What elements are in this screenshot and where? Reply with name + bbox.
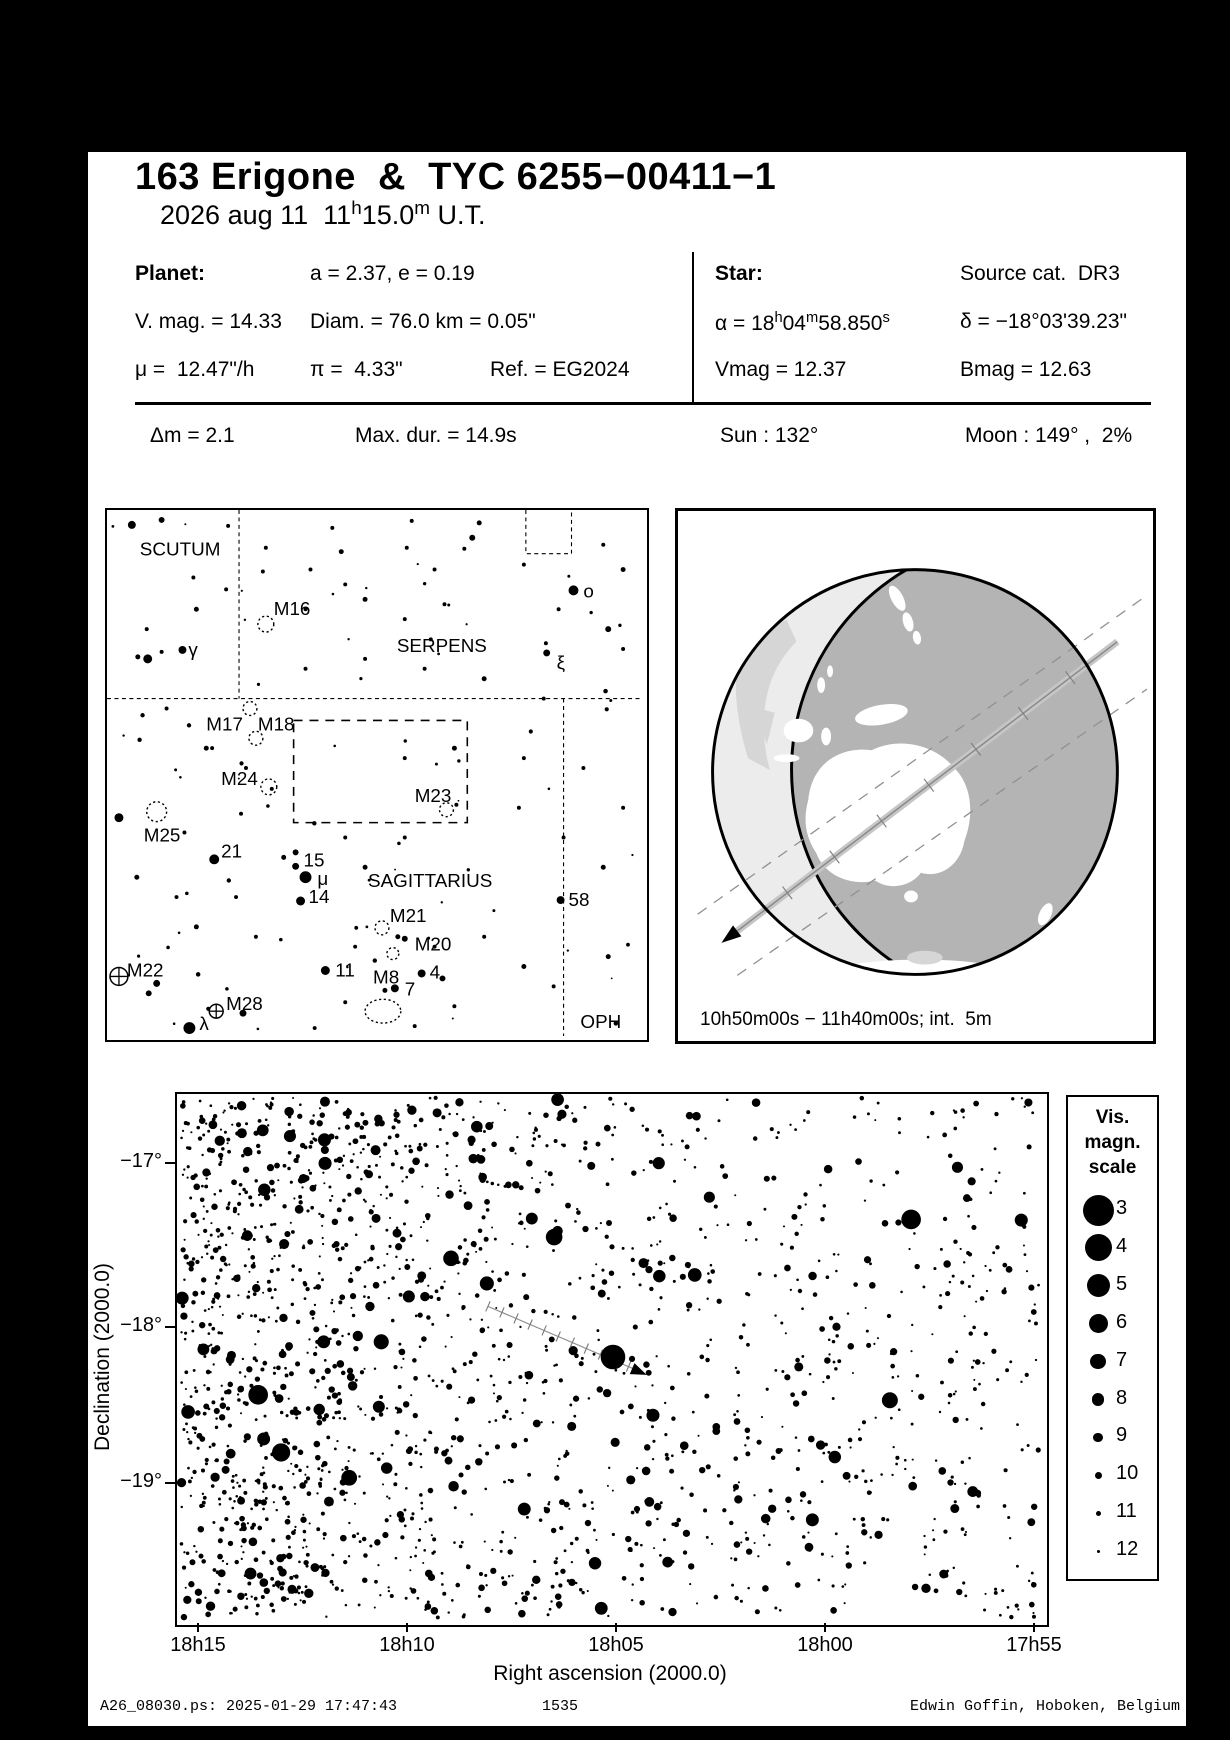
star-dot <box>175 895 179 899</box>
star-dot <box>194 607 199 612</box>
ra-m-sup: m <box>805 310 819 326</box>
x-tick-label: 18h05 <box>588 1634 644 1656</box>
star-dot <box>365 925 368 928</box>
star-dot <box>241 590 243 592</box>
chart-label: 11 <box>335 959 355 981</box>
star-dot <box>333 745 336 748</box>
chart-label: 58 <box>568 888 590 910</box>
star-dot <box>196 972 201 977</box>
legend-mag-dot <box>1093 1433 1103 1443</box>
deep-sky-object <box>375 921 389 935</box>
legend-mag-value: 11 <box>1116 1500 1137 1523</box>
star-dot <box>413 1024 417 1028</box>
legend-mag-dot <box>1096 1511 1101 1516</box>
footer-author: Edwin Goffin, Hoboken, Belgium <box>909 1698 1180 1715</box>
legend-mag-dot <box>1087 1274 1110 1297</box>
star-dot <box>621 567 626 572</box>
star-dot <box>343 836 347 840</box>
magnitude-drop: Δm = 2.1 <box>150 424 235 447</box>
philippines <box>817 677 825 693</box>
legend-mag-dot <box>1083 1195 1114 1226</box>
star-dot <box>469 535 475 541</box>
star-dot <box>581 766 585 770</box>
star-dot <box>404 739 407 742</box>
chart-label: λ <box>199 1013 209 1035</box>
star-dot <box>601 543 605 547</box>
legend-mag-dot <box>1090 1354 1106 1370</box>
target-star-circle <box>602 1346 625 1369</box>
finder-chart <box>107 510 643 1036</box>
star-dot <box>296 897 305 906</box>
star-dot <box>244 619 246 621</box>
star-dot <box>145 627 149 631</box>
star-dot <box>178 646 186 654</box>
x-tick-label: 17h55 <box>1006 1634 1062 1656</box>
star-dot <box>239 761 243 765</box>
star-dot <box>589 611 592 614</box>
star-dot <box>440 975 446 981</box>
chart-label: M18 <box>257 713 295 735</box>
java <box>774 754 800 762</box>
star-dot <box>477 520 482 525</box>
chart-label: M17 <box>206 713 243 735</box>
legend-mag-dot <box>1089 1314 1108 1333</box>
chart-label: M28 <box>226 993 263 1015</box>
chart-label: M25 <box>143 824 181 846</box>
star-dot <box>128 521 136 529</box>
star-dot <box>482 935 486 939</box>
star-dot <box>482 676 487 681</box>
chart-label: o <box>583 580 594 602</box>
star-bmag: Bmag = 12.63 <box>960 358 1092 381</box>
x-tick <box>1033 1623 1035 1632</box>
star-dot <box>606 954 611 959</box>
chart-label: M21 <box>389 904 427 926</box>
star-dot <box>562 836 566 840</box>
legend-mag-value: 10 <box>1116 1462 1139 1485</box>
legend-mag-value: 12 <box>1116 1538 1139 1561</box>
x-axis-label: Right ascension (2000.0) <box>493 1662 727 1685</box>
star-dot <box>609 699 612 702</box>
prediction-sheet <box>88 152 1186 1726</box>
star-dot <box>452 746 457 751</box>
chart-label: SCUTUM <box>139 538 221 560</box>
star-dot <box>631 854 633 856</box>
legend-mag-value: 4 <box>1116 1234 1128 1257</box>
star-dot <box>293 849 299 855</box>
legend-mag-dot <box>1095 1472 1102 1479</box>
star-dot <box>182 831 186 835</box>
star-dot <box>567 575 570 578</box>
deep-sky-object <box>243 702 257 716</box>
y-tick-label: −17° <box>120 1150 162 1172</box>
star-dot <box>605 626 611 632</box>
globe-panel <box>675 508 1156 1044</box>
datetime-date: 2026 aug 11 11 <box>160 200 352 230</box>
chart-label: 15 <box>303 849 325 871</box>
star-dot <box>492 909 495 912</box>
star-dot <box>365 587 367 589</box>
star-dot <box>418 970 426 978</box>
x-tick-label: 18h10 <box>379 1634 435 1656</box>
chart-label: 14 <box>308 886 330 908</box>
star-dot <box>447 603 450 606</box>
star-dot <box>153 980 160 987</box>
deep-sky-object <box>387 948 399 960</box>
star-dot <box>395 934 400 939</box>
datetime-minutes: 15.0 <box>361 200 415 230</box>
chart-label: SAGITTARIUS <box>368 870 493 892</box>
star-dot <box>143 654 152 663</box>
star-dot <box>359 677 362 680</box>
deep-sky-object <box>261 779 277 795</box>
star-dec: δ = −18°03'39.23" <box>960 310 1128 333</box>
legend-mag-dot <box>1085 1234 1112 1261</box>
philippines <box>827 665 833 677</box>
chart-label: OPH <box>580 1011 622 1033</box>
star-dot <box>321 966 330 975</box>
y-tick-label: −19° <box>120 1470 162 1492</box>
star-dot <box>435 763 438 766</box>
star-dot <box>137 955 140 958</box>
star-dot <box>423 582 426 585</box>
star-dot <box>433 568 437 572</box>
x-tick-label: 18h00 <box>797 1634 853 1656</box>
star-dot <box>227 878 231 882</box>
y-tick <box>165 1482 175 1484</box>
star-dot <box>417 563 419 565</box>
field-outline-rect <box>294 720 468 822</box>
x-tick <box>824 1623 826 1632</box>
star-dot <box>178 931 181 934</box>
star-dot <box>281 855 286 860</box>
legend-mag-dot <box>1097 1550 1100 1553</box>
south-land <box>907 951 943 965</box>
star-dot <box>442 602 446 606</box>
chart-label: SERPENS <box>396 634 487 656</box>
star-dot <box>332 593 335 596</box>
star-dot <box>542 697 546 701</box>
table-divider <box>692 252 694 404</box>
planet-vmag: V. mag. = 14.33 <box>135 310 282 333</box>
star-dot <box>254 935 258 939</box>
star-dot <box>210 746 214 750</box>
field-chart <box>177 1094 1043 1621</box>
star-dot <box>423 667 427 671</box>
star-dot <box>382 988 387 993</box>
max-duration: Max. dur. = 14.9s <box>355 424 517 447</box>
chart-label: M20 <box>414 933 452 955</box>
star-dot <box>363 597 368 602</box>
star-dot <box>522 756 526 760</box>
tasmania <box>904 890 918 902</box>
chart-label: M8 <box>373 966 400 988</box>
chart-label: M16 <box>273 598 311 620</box>
star-dot <box>257 1028 260 1031</box>
star-dot <box>567 949 569 951</box>
star-dot <box>403 836 407 840</box>
orbit-reference: Ref. = EG2024 <box>490 358 630 381</box>
star-dot <box>187 723 191 727</box>
star-dot <box>166 946 170 950</box>
star-dot <box>206 1007 210 1011</box>
star-dot <box>363 865 368 870</box>
star-dot <box>234 895 238 899</box>
event-datetime <box>160 198 486 231</box>
star-dot <box>605 707 609 711</box>
legend-title-line: scale <box>1088 1157 1137 1178</box>
star-dot <box>204 746 209 751</box>
star-dot <box>557 607 561 611</box>
star-dot <box>266 804 270 808</box>
planet-heading: Planet: <box>135 262 206 285</box>
ra-sec: 58.850 <box>818 312 883 335</box>
legend-mag-dot <box>1092 1393 1105 1406</box>
legend-title-line: magn. <box>1084 1132 1141 1153</box>
chart-label: μ <box>317 868 329 890</box>
chart-label: ξ <box>556 651 566 673</box>
star-dot <box>441 901 443 903</box>
star-dot <box>173 1022 176 1025</box>
star-dot <box>339 549 344 554</box>
legend-mag-value: 7 <box>1116 1348 1128 1371</box>
legend-mag-value: 5 <box>1116 1272 1128 1295</box>
star-dot <box>300 871 312 883</box>
hour-superscript: h <box>351 198 362 219</box>
star-dot <box>264 546 268 550</box>
sun-elongation: Sun : 132° <box>720 424 819 447</box>
star-dot <box>239 812 243 816</box>
star-dot <box>191 576 195 580</box>
star-dot <box>621 647 625 651</box>
orbit-elements: a = 2.37, e = 0.19 <box>310 262 475 285</box>
chart-label: 21 <box>221 840 243 862</box>
star-dot <box>397 842 401 846</box>
star-dot <box>403 617 407 621</box>
earth-globe-map <box>678 511 1147 1035</box>
sulawesi <box>821 728 831 746</box>
star-dot <box>452 1004 456 1008</box>
chart-label: γ <box>188 638 198 660</box>
star-dot <box>330 526 334 530</box>
star-dot <box>403 756 407 760</box>
path-time-tick <box>486 1301 490 1311</box>
boundary-corner-box <box>526 510 572 554</box>
star-dot <box>462 547 466 551</box>
star-dot <box>304 667 308 671</box>
star-dot <box>548 787 551 790</box>
star-dot <box>309 568 313 572</box>
star-dot <box>405 546 409 550</box>
star-dot <box>402 936 408 942</box>
star-dot <box>347 638 349 640</box>
star-dot <box>621 806 625 810</box>
magnitude-legend <box>1066 1095 1159 1581</box>
legend-rows <box>1068 1097 1157 1579</box>
star-dot <box>112 525 115 528</box>
lagoon-nebula-outline <box>365 999 401 1023</box>
ra-min: 04 <box>782 312 806 335</box>
star-dot <box>363 657 367 661</box>
star-dot <box>517 806 521 810</box>
y-axis-label: Declination (2000.0) <box>91 1263 114 1452</box>
star-dot <box>458 800 460 802</box>
y-tick <box>165 1326 175 1328</box>
star-dot <box>410 519 414 523</box>
x-tick-label: 18h15 <box>170 1634 226 1656</box>
star-dot <box>225 987 229 991</box>
star-dot <box>270 787 274 791</box>
ra-h-sup: h <box>774 310 783 326</box>
star-dot <box>137 738 141 742</box>
star-dot <box>261 570 265 574</box>
deep-sky-object <box>258 616 274 632</box>
star-dot <box>522 563 526 567</box>
star-dot <box>343 1000 347 1004</box>
star-dot <box>257 683 260 686</box>
borneo <box>784 719 814 743</box>
legend-mag-value: 6 <box>1116 1310 1128 1333</box>
footer-filename: A26_08030.ps: 2025-01-29 17:47:43 <box>100 1698 398 1715</box>
star-dot <box>569 585 579 595</box>
star-dot <box>354 926 358 930</box>
star-dot <box>521 964 526 969</box>
new-zealand <box>1046 924 1063 944</box>
star-dot <box>466 623 468 625</box>
planet-diameter: Diam. = 76.0 km = 0.05" <box>310 310 536 333</box>
star-dot <box>353 945 357 949</box>
chart-label: 4 <box>429 961 441 983</box>
footer-page-number: 1535 <box>541 1698 578 1715</box>
star-dot <box>183 1022 195 1034</box>
star-dot <box>184 523 186 525</box>
y-tick <box>165 1162 175 1164</box>
ra-value: α = 18 <box>715 312 775 335</box>
legend-mag-value: 9 <box>1116 1424 1128 1447</box>
datetime-ut: U.T. <box>430 200 486 230</box>
chart-label: M22 <box>126 959 164 981</box>
star-dot <box>179 776 182 779</box>
star-dot <box>543 649 550 656</box>
legend-title-line: Vis. <box>1095 1107 1130 1128</box>
minute-superscript: m <box>414 198 431 219</box>
star-dot <box>373 958 377 962</box>
star-dot <box>454 803 458 807</box>
star-dot <box>226 524 230 528</box>
star-dot <box>159 517 165 523</box>
star-dot <box>313 1026 317 1030</box>
star-dot <box>134 875 139 880</box>
chart-label: 7 <box>404 978 416 1000</box>
ra-s-sup: s <box>882 310 890 326</box>
page-title: 163 Erigone & TYC 6255−00411−1 <box>135 156 777 198</box>
star-dot <box>292 863 299 870</box>
deep-sky-object <box>147 802 167 822</box>
star-dot <box>557 896 565 904</box>
star-dot <box>452 1018 454 1020</box>
star-dot <box>601 865 606 870</box>
chart-label: M24 <box>221 767 258 789</box>
star-dot <box>209 854 219 864</box>
moon-elongation: Moon : 149° , 2% <box>965 424 1133 447</box>
star-dot <box>114 813 123 822</box>
globe-time-caption: 10h50m00s − 11h40m00s; int. 5m <box>700 1009 992 1030</box>
star-vmag: Vmag = 12.37 <box>715 358 847 381</box>
star-dot <box>185 892 189 896</box>
star-dot <box>224 587 228 591</box>
star-dot <box>626 943 630 947</box>
chart-label: M23 <box>414 784 452 806</box>
star-dot <box>165 707 169 711</box>
legend-mag-value: 3 <box>1116 1197 1128 1219</box>
star-dot <box>194 924 199 929</box>
x-tick <box>197 1623 199 1632</box>
legend-mag-value: 8 <box>1116 1386 1128 1409</box>
source-catalog: Source cat. DR3 <box>960 262 1120 285</box>
star-dot <box>544 641 548 645</box>
star-dot <box>122 734 124 736</box>
star-dot <box>140 713 144 717</box>
star-dot <box>279 938 283 942</box>
x-tick <box>406 1623 408 1632</box>
star-dot <box>457 759 460 762</box>
star-dot <box>174 768 177 771</box>
star-dot <box>529 729 533 733</box>
finder-chart-panel <box>105 508 649 1042</box>
star-dot <box>312 821 316 825</box>
star-ra <box>715 310 890 336</box>
star-dot <box>135 654 140 659</box>
star-dot <box>603 689 608 694</box>
star-dot <box>618 624 621 627</box>
star-dot <box>611 977 613 979</box>
proper-motion: μ = 12.47"/h <box>135 358 255 381</box>
star-heading: Star: <box>715 262 763 285</box>
y-tick-label: −18° <box>120 1314 162 1336</box>
star-dot <box>343 582 347 586</box>
star-dot <box>160 650 164 654</box>
star-dot <box>552 984 556 988</box>
star-dot <box>146 990 152 996</box>
parallax: π = 4.33" <box>310 358 403 381</box>
table-rule <box>135 402 1151 405</box>
field-chart-panel <box>175 1092 1049 1627</box>
x-tick <box>615 1623 617 1632</box>
